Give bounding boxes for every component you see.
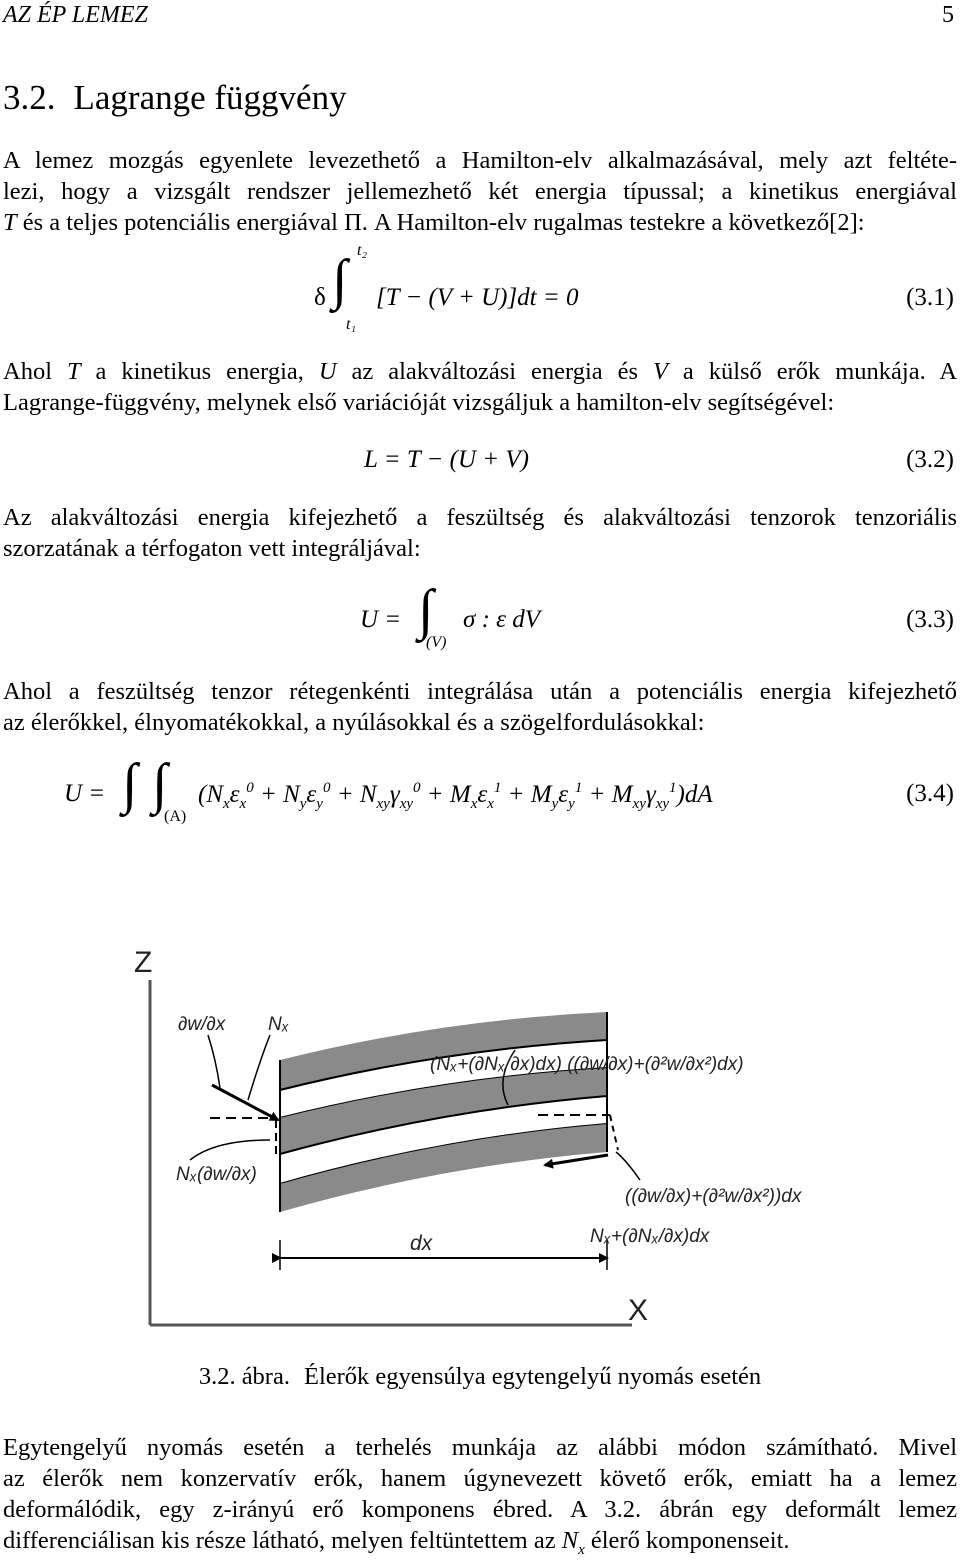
eq-term: + N bbox=[336, 781, 377, 808]
section-heading bbox=[3, 78, 347, 118]
eq-body bbox=[198, 780, 713, 813]
section-title: Lagrange függvény bbox=[73, 78, 347, 117]
force-arrow-left bbox=[212, 1085, 278, 1120]
eq-term: ε bbox=[558, 781, 569, 808]
eq-sup: 1 bbox=[493, 780, 502, 796]
paragraph-potential bbox=[3, 676, 957, 738]
equation-3-1 bbox=[0, 238, 960, 338]
leader-line bbox=[208, 1035, 220, 1088]
eq-term: ε bbox=[229, 781, 240, 808]
math-sub: x bbox=[578, 1542, 585, 1558]
equation-number: (3.1) bbox=[906, 284, 954, 311]
page-header bbox=[3, 2, 954, 32]
leader-line bbox=[248, 1035, 270, 1100]
equation-number: (3.2) bbox=[906, 446, 954, 473]
text-line: Az alakváltozási energia kifejezhető a feszültség és alakváltozási tenzorok tenzoriális bbox=[3, 504, 957, 531]
integral-sign: ∫ bbox=[332, 249, 348, 311]
eq-term: ε bbox=[306, 781, 317, 808]
label-force-right: (Nₓ+(∂Nₓ/∂x)dx) ((∂w/∂x)+(∂²w/∂x²)dx) bbox=[430, 1054, 744, 1075]
eq-sup: 0 bbox=[413, 780, 421, 796]
caption-number: 3.2. ábra. bbox=[198, 1363, 290, 1390]
equation-3-3 bbox=[0, 579, 960, 662]
eq-body: [T − (V + U)]dt = 0 bbox=[376, 284, 579, 311]
label-dx: dx bbox=[410, 1232, 433, 1255]
eq-term: )dA bbox=[676, 781, 713, 808]
eq-sub: x bbox=[487, 796, 494, 812]
projection-line-right-vert bbox=[610, 1115, 618, 1150]
text-line: Egytengelyű nyomás esetén a terhelés munkája az alábbi módon számítható. Mivel bbox=[3, 1434, 957, 1461]
paragraph-uniaxial bbox=[3, 1432, 957, 1566]
label-projection-left: Nₓ(∂w/∂x) bbox=[176, 1164, 257, 1185]
eq-sub: xy bbox=[632, 796, 646, 812]
label-nx-right: Nₓ+(∂Nₓ/∂x)dx bbox=[590, 1226, 710, 1247]
leader-line bbox=[616, 1152, 640, 1180]
paragraph-intro bbox=[3, 145, 957, 238]
text-span: és a teljes potenciális energiával bbox=[16, 209, 345, 236]
text-line: Ahol a feszültség tenzor rétegenkénti integrálása után a potenciális energia kifejezhető bbox=[3, 678, 957, 705]
eq-body: L = T − (U + V) bbox=[364, 446, 529, 473]
eq-sub: xy bbox=[655, 796, 670, 812]
text-span: differenciálisan kis része látható, melyen feltüntettem az bbox=[3, 1527, 562, 1554]
integral-sign: ∫ bbox=[152, 753, 168, 815]
eq-domain: (A) bbox=[164, 808, 187, 825]
eq-lower-limit: t₁ bbox=[346, 316, 357, 333]
text-span: a külső erők munkája. A bbox=[667, 358, 958, 385]
text-line bbox=[3, 1525, 957, 1566]
text-line: lezi, hogy a vizsgált rendszer jellemezhető két energia típussal; a kinetikus energiával bbox=[3, 178, 957, 205]
equation-3-2 bbox=[0, 446, 960, 482]
text-span: az alakváltozási energia és bbox=[336, 358, 653, 385]
eq-sup: 0 bbox=[322, 780, 331, 796]
paragraph-ahol bbox=[3, 356, 957, 418]
x-axis-label: X bbox=[628, 1294, 649, 1327]
eq-sub: x bbox=[239, 796, 247, 812]
text-line: deformálódik, egy z-irányú erő komponens ébred. A 3.2. ábrán egy deformált lemez bbox=[3, 1496, 957, 1523]
eq-term: + M bbox=[588, 781, 633, 808]
eq-domain: (V) bbox=[426, 634, 447, 651]
equation-number: (3.3) bbox=[906, 606, 954, 633]
section-number: 3.2. bbox=[3, 78, 56, 117]
integral-sign: ∫ bbox=[418, 579, 434, 641]
z-axis-label: Z bbox=[134, 946, 153, 979]
eq-term: γ bbox=[645, 781, 656, 808]
paragraph-strain-energy bbox=[3, 502, 957, 564]
text-span: a kinetikus energia, bbox=[80, 358, 319, 385]
text-line bbox=[3, 356, 957, 387]
text-span: . A Hamilton-elv rugalmas testekre a következő[2]: bbox=[361, 209, 865, 236]
eq-sub: x bbox=[470, 796, 478, 812]
eq-delta: δ bbox=[314, 284, 326, 311]
figure-diagram bbox=[120, 940, 840, 1340]
page-number: 5 bbox=[942, 2, 954, 28]
figure-plate-element bbox=[120, 940, 840, 1340]
text-span: élerő komponenseit. bbox=[584, 1527, 790, 1554]
integral-sign: ∫ bbox=[122, 753, 138, 815]
math-V: V bbox=[652, 358, 668, 385]
math-T: T bbox=[3, 209, 17, 236]
text-line bbox=[3, 207, 957, 238]
eq-upper-limit: t₂ bbox=[357, 242, 368, 259]
running-title: AZ ÉP LEMEZ bbox=[3, 2, 148, 28]
math-U: U bbox=[318, 358, 337, 385]
label-slope-left: ∂w/∂x bbox=[178, 1014, 226, 1035]
text-line: az élerőkkel, élnyomatékokkal, a nyúlásokkal és a szögelfordulásokkal: bbox=[3, 709, 705, 736]
eq-term: + M bbox=[426, 781, 471, 808]
eq-sup: 1 bbox=[574, 780, 583, 796]
eq-term: + M bbox=[507, 781, 552, 808]
label-slope-right: ((∂w/∂x)+(∂²w/∂x²))dx bbox=[625, 1186, 802, 1207]
eq-sub: xy bbox=[376, 796, 390, 812]
eq-sub: y bbox=[299, 796, 307, 812]
eq-sub: x bbox=[223, 796, 230, 812]
eq-sub: y bbox=[568, 796, 575, 812]
eq-lhs: U = bbox=[64, 780, 106, 807]
math-T: T bbox=[66, 358, 81, 385]
eq-sup: 0 bbox=[246, 780, 254, 796]
equation-3-4 bbox=[0, 753, 960, 840]
text-line: Lagrange-függvény, melynek első variációját vizsgáljuk a hamilton-elv segítségével: bbox=[3, 389, 835, 416]
eq-sub: y bbox=[551, 796, 559, 812]
text-line: szorzatának a térfogaton vett integráljával: bbox=[3, 535, 421, 562]
equation-number: (3.4) bbox=[906, 780, 954, 807]
eq-sub: y bbox=[316, 796, 323, 812]
math-N: N bbox=[561, 1527, 579, 1554]
math-Pi: Π bbox=[344, 209, 362, 236]
eq-lhs: U = bbox=[360, 606, 402, 633]
eq-term: ε bbox=[477, 781, 488, 808]
eq-sup: 1 bbox=[669, 780, 677, 796]
text-line: A lemez mozgás egyenlete levezethető a Hamilton-elv alkalmazásával, mely azt feltéte- bbox=[3, 147, 957, 174]
text-span: Ahol bbox=[3, 358, 67, 385]
eq-term: (N bbox=[198, 781, 223, 808]
eq-term: γ bbox=[389, 781, 400, 808]
eq-body: σ : ε dV bbox=[463, 606, 541, 633]
text-line: az élerők nem konzervatív erők, hanem úgynevezett követő erők, emiatt ha a lemez bbox=[3, 1465, 957, 1492]
figure-caption bbox=[0, 1363, 960, 1391]
leader-line bbox=[190, 1140, 270, 1160]
eq-sub: xy bbox=[399, 796, 414, 812]
eq-term: + N bbox=[259, 781, 300, 808]
label-nx-left: Nₓ bbox=[268, 1014, 289, 1035]
caption-text: Élerők egyensúlya egytengelyű nyomás esetén bbox=[303, 1363, 762, 1390]
